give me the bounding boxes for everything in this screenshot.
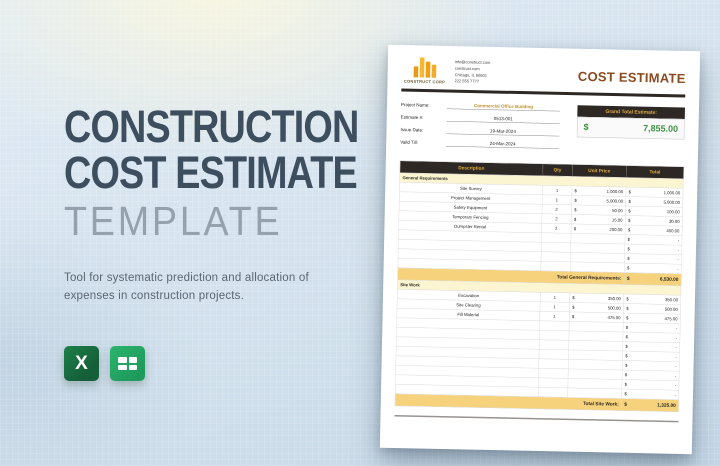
excel-x-glyph: X (75, 352, 88, 374)
cell-money (621, 399, 678, 412)
cell-description: Safety Equipment (399, 201, 542, 213)
amount: - (674, 392, 677, 398)
section-name: General Requirements (400, 173, 684, 188)
amount: - (677, 247, 680, 253)
currency-symbol: $ (625, 353, 628, 359)
grand-total-label: Grand Total Estimate: (577, 105, 685, 119)
currency-symbol: $ (625, 334, 629, 340)
currency-symbol: $ (574, 207, 577, 213)
amount: 200.00 (609, 227, 623, 233)
doc-header (401, 57, 685, 90)
amount: 5,000.00 (663, 199, 681, 206)
hero-title-line1: CONSTRUCTION (64, 101, 359, 152)
currency-symbol: $ (628, 208, 631, 214)
meta-field-label: Issue Date: (400, 127, 424, 133)
cell-qty: 1 (540, 292, 570, 302)
currency-symbol: $ (572, 295, 575, 301)
meta-field-label: Estimate #: (400, 114, 424, 121)
amount: 100.00 (666, 209, 680, 215)
meta-field-value: 19-Mar-2024 (446, 128, 559, 137)
hero-text-block (64, 101, 384, 374)
cell-blank (538, 387, 568, 397)
amount: - (677, 266, 679, 272)
hero-title-line3: TEMPLATE (64, 198, 283, 244)
company-phone: 222 555 7777 (454, 78, 480, 84)
total-row-label: Total General Requirements: (398, 268, 625, 285)
cell-qty: 2 (542, 204, 572, 214)
meta-and-grand-total (400, 102, 685, 158)
currency-symbol: $ (625, 315, 629, 321)
currency-symbol: $ (627, 246, 630, 252)
cost-estimate-sheet (380, 45, 700, 454)
currency-symbol: $ (628, 217, 631, 223)
document-preview (380, 45, 700, 454)
amount: 50.00 (612, 208, 623, 214)
currency-symbol: $ (628, 198, 631, 204)
buildings-icon (402, 57, 448, 78)
meta-field-row (400, 139, 559, 149)
grand-total-box (576, 105, 685, 157)
header-qty: Qty (543, 164, 573, 177)
meta-field-label: Project Name: (400, 102, 430, 108)
amount: - (675, 335, 678, 341)
currency-symbol: $ (624, 372, 628, 378)
amount: 500.00 (607, 305, 621, 311)
meta-field-label: Valid Till: (400, 139, 418, 146)
footer-divider (394, 415, 678, 422)
grand-total-amount: 7,855.00 (642, 123, 679, 134)
currency-symbol: $ (628, 189, 632, 195)
amount: 6,530.00 (659, 276, 679, 283)
company-website: construct.com (454, 66, 480, 72)
amount: - (674, 373, 677, 379)
cell-blank (541, 233, 571, 243)
doc-title: COST ESTIMATE (577, 68, 686, 87)
amount: 500.00 (664, 306, 678, 312)
currency-symbol: $ (626, 296, 629, 302)
header-unit-price: Unit Price (572, 165, 626, 178)
amount: 5,000.00 (606, 198, 624, 204)
amount: 1,325.00 (657, 402, 676, 409)
cell-blank (539, 321, 569, 331)
header-description: Description (400, 161, 543, 176)
cell-qty: 2 (541, 223, 571, 233)
estimate-table-body (395, 173, 683, 412)
currency-symbol: $ (625, 343, 628, 349)
grand-total-value (577, 117, 685, 140)
cell-qty: 2 (542, 214, 572, 224)
cell-blank (541, 242, 571, 252)
amount: - (677, 237, 680, 244)
cell-description: Fill Material (397, 308, 540, 320)
currency-symbol: $ (627, 255, 630, 261)
currency-symbol: $ (627, 265, 630, 271)
cell-description: Project Management (399, 192, 542, 204)
hero-description: Tool for systematic prediction and allocation of expenses in construction projects. (64, 272, 309, 302)
currency-symbol: $ (574, 188, 577, 194)
amount: - (675, 354, 677, 360)
estimate-table (395, 161, 684, 412)
header-total: Total (626, 166, 683, 179)
doc-meta-fields (400, 102, 560, 155)
cell-qty: 1 (540, 311, 570, 321)
meta-field-value: 24-Mar-2024 (446, 140, 559, 149)
currency-symbol: $ (625, 324, 629, 330)
cell-description: Site Survey (399, 182, 542, 194)
meta-field-value: 0513-001 (447, 115, 560, 124)
amount: 1,000.00 (663, 190, 681, 196)
currency-symbol: $ (624, 381, 628, 387)
header-divider (401, 89, 685, 98)
cell-qty: 1 (542, 195, 572, 205)
amount: - (675, 363, 677, 369)
cell-qty: 1 (542, 185, 572, 195)
format-badges (64, 346, 145, 381)
currency-symbol: $ (624, 401, 627, 408)
google-sheets-icon[interactable] (110, 346, 145, 381)
company-address: Chicago, IL 60601 (454, 72, 488, 78)
amount: - (675, 344, 678, 350)
hero-title-line2: COST ESTIMATE (64, 147, 357, 198)
total-row-label: Total Site Work: (395, 394, 622, 411)
amount: 15.00 (611, 217, 623, 223)
amount: - (674, 382, 677, 388)
cell-blank (541, 252, 571, 262)
currency-symbol: $ (627, 227, 631, 233)
amount: - (677, 256, 679, 263)
currency-symbol: $ (574, 197, 577, 203)
cell-description: Dumpster Rental (399, 220, 542, 232)
currency-symbol: $ (573, 226, 577, 232)
currency-symbol: $ (626, 305, 629, 311)
cell-blank (538, 378, 568, 388)
cell-qty: 1 (540, 302, 570, 312)
cell-description: Excavation (397, 289, 540, 301)
company-logo (401, 57, 448, 84)
amount: 30.00 (668, 218, 680, 225)
meta-field-row (400, 127, 559, 137)
cell-description: Temporary Fencing (399, 211, 542, 223)
company-contact (454, 58, 490, 85)
amount: - (675, 325, 678, 331)
currency-symbol: $ (573, 216, 577, 222)
meta-field-row (401, 114, 560, 124)
currency-symbol: $ (627, 236, 631, 242)
sheets-grid-glyph (118, 357, 137, 370)
currency-symbol: $ (572, 304, 575, 310)
company-email: info@construct.com (454, 59, 491, 65)
amount: 475.00 (664, 316, 678, 322)
amount: 350.00 (664, 297, 679, 303)
amount: 1,000.00 (606, 188, 624, 195)
meta-field-row (401, 102, 560, 112)
cell-blank (541, 261, 571, 271)
excel-icon[interactable] (64, 346, 99, 381)
currency-symbol: $ (624, 391, 627, 397)
currency-symbol: $ (571, 314, 575, 320)
company-name: CONSTRUCT CORP (403, 79, 446, 85)
grand-total-currency: $ (583, 121, 589, 133)
amount: 475.00 (607, 315, 621, 321)
cell-blank (539, 330, 569, 340)
currency-symbol: $ (624, 362, 628, 368)
currency-symbol: $ (626, 275, 630, 282)
cell-description: Site Clearing (397, 299, 540, 311)
meta-field-value: Commercial Office Building (447, 103, 560, 112)
amount: 400.00 (666, 228, 680, 234)
amount: 350.00 (607, 296, 621, 302)
section-name: Site Work (397, 280, 681, 295)
